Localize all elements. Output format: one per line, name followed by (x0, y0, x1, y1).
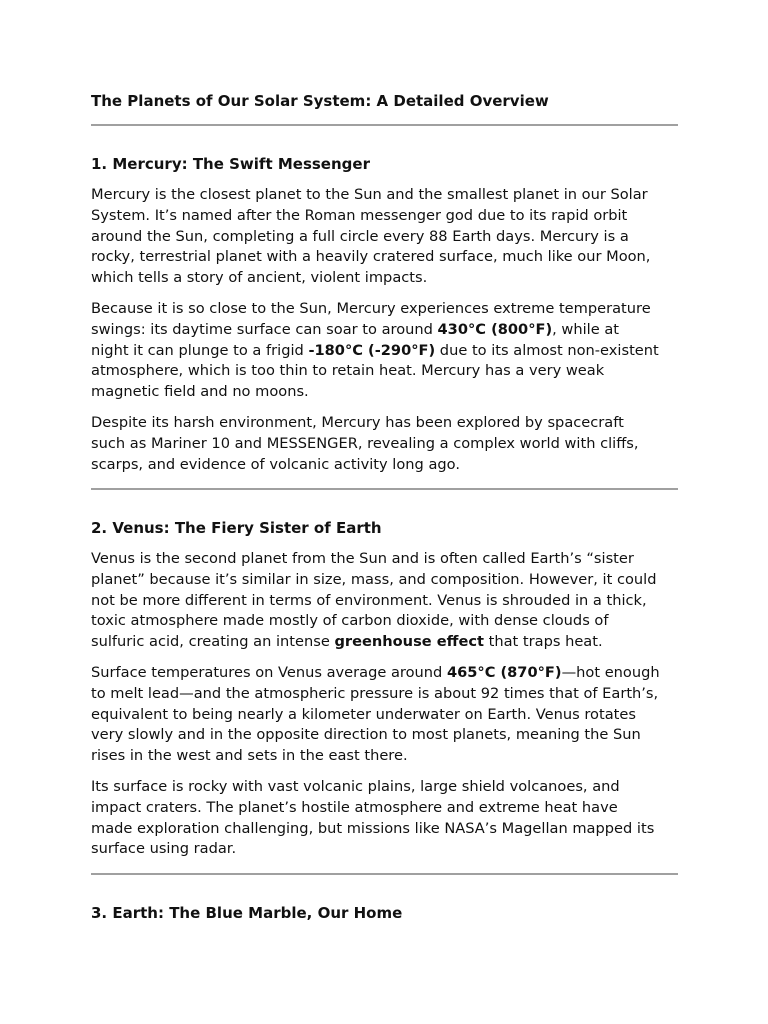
text-run: Surface temperatures on Venus average around (91, 664, 447, 681)
paragraph-line: to melt lead—and the atmospheric pressure is about 92 times that of Earth’s, (91, 684, 659, 702)
paragraph-line: atmosphere, which is too thin to retain heat. Mercury has a very weak (91, 362, 605, 380)
paragraph-mercury-temperature (91, 299, 681, 403)
text-run: , while at (552, 320, 620, 338)
paragraph-line: rocky, terrestrial planet with a heavily cratered surface, much like our Moon, (91, 248, 651, 266)
paragraph-line: not be more different in terms of environment. Venus is shrouded in a thick, (91, 591, 647, 609)
paragraph-line: such as Mariner 10 and MESSENGER, revealing a complex world with cliffs, (91, 434, 639, 452)
divider (91, 124, 678, 126)
paragraph-line: toxic atmosphere made mostly of carbon dioxide, with dense clouds of (91, 612, 609, 630)
paragraph-line: Despite its harsh environment, Mercury has been explored by spacecraft (91, 414, 624, 431)
paragraph-line (91, 320, 681, 341)
divider (91, 873, 678, 875)
paragraph-line: Mercury is the closest planet to the Sun and the smallest planet in our Solar (91, 186, 648, 203)
paragraph-line: Its surface is rocky with vast volcanic plains, large shield volcanoes, and (91, 778, 620, 795)
document-title: The Planets of Our Solar System: A Detailed Overview (91, 92, 549, 110)
highlight-venus-temperature: 465°C (870°F) (446, 664, 562, 681)
paragraph-mercury-intro (91, 185, 681, 289)
paragraph-line: Venus is the second planet from the Sun and is often called Earth’s “sister (91, 550, 634, 567)
paragraph-line: magnetic field and no moons. (91, 383, 309, 401)
text-run: sulfuric acid, creating an intense (91, 633, 335, 651)
paragraph-line: which tells a story of ancient, violent impacts. (91, 269, 428, 287)
section-heading-venus: 2. Venus: The Fiery Sister of Earth (91, 519, 382, 537)
paragraph-line: surface using radar. (91, 840, 237, 858)
highlight-greenhouse-effect: greenhouse effect (334, 633, 484, 651)
text-run: swings: its daytime surface can soar to around (91, 320, 438, 338)
paragraph-line (91, 663, 681, 684)
text-run: night it can plunge to a frigid (91, 341, 309, 359)
paragraph-line: scarps, and evidence of volcanic activity long ago. (91, 455, 460, 473)
paragraph-line: equivalent to being nearly a kilometer underwater on Earth. Venus rotates (91, 705, 636, 723)
paragraph-mercury-exploration (91, 413, 681, 475)
paragraph-venus-temperature (91, 663, 681, 767)
text-run: due to its almost non-existent (435, 341, 659, 359)
highlight-night-temperature: -180°C (-290°F) (308, 341, 436, 359)
paragraph-venus-surface (91, 777, 681, 860)
paragraph-line (91, 341, 681, 362)
divider (91, 488, 678, 490)
section-heading-mercury: 1. Mercury: The Swift Messenger (91, 155, 370, 173)
paragraph-line: Because it is so close to the Sun, Mercury experiences extreme temperature (91, 300, 651, 317)
paragraph-line: around the Sun, completing a full circle every 88 Earth days. Mercury is a (91, 227, 629, 245)
paragraph-line: impact craters. The planet’s hostile atmosphere and extreme heat have (91, 798, 618, 816)
paragraph-line: System. It’s named after the Roman messenger god due to its rapid orbit (91, 206, 628, 224)
highlight-day-temperature: 430°C (800°F) (437, 320, 553, 338)
paragraph-line: planet” because it’s similar in size, mass, and composition. However, it could (91, 570, 657, 588)
paragraph-line (91, 632, 681, 653)
paragraph-venus-intro (91, 549, 681, 653)
text-run: that traps heat. (483, 633, 603, 651)
paragraph-line: made exploration challenging, but missions like NASA’s Magellan mapped its (91, 819, 655, 837)
paragraph-line: rises in the west and sets in the east there. (91, 747, 408, 765)
section-heading-earth: 3. Earth: The Blue Marble, Our Home (91, 904, 403, 922)
paragraph-line: very slowly and in the opposite direction to most planets, meaning the Sun (91, 726, 641, 744)
text-run: —hot enough (561, 664, 660, 681)
